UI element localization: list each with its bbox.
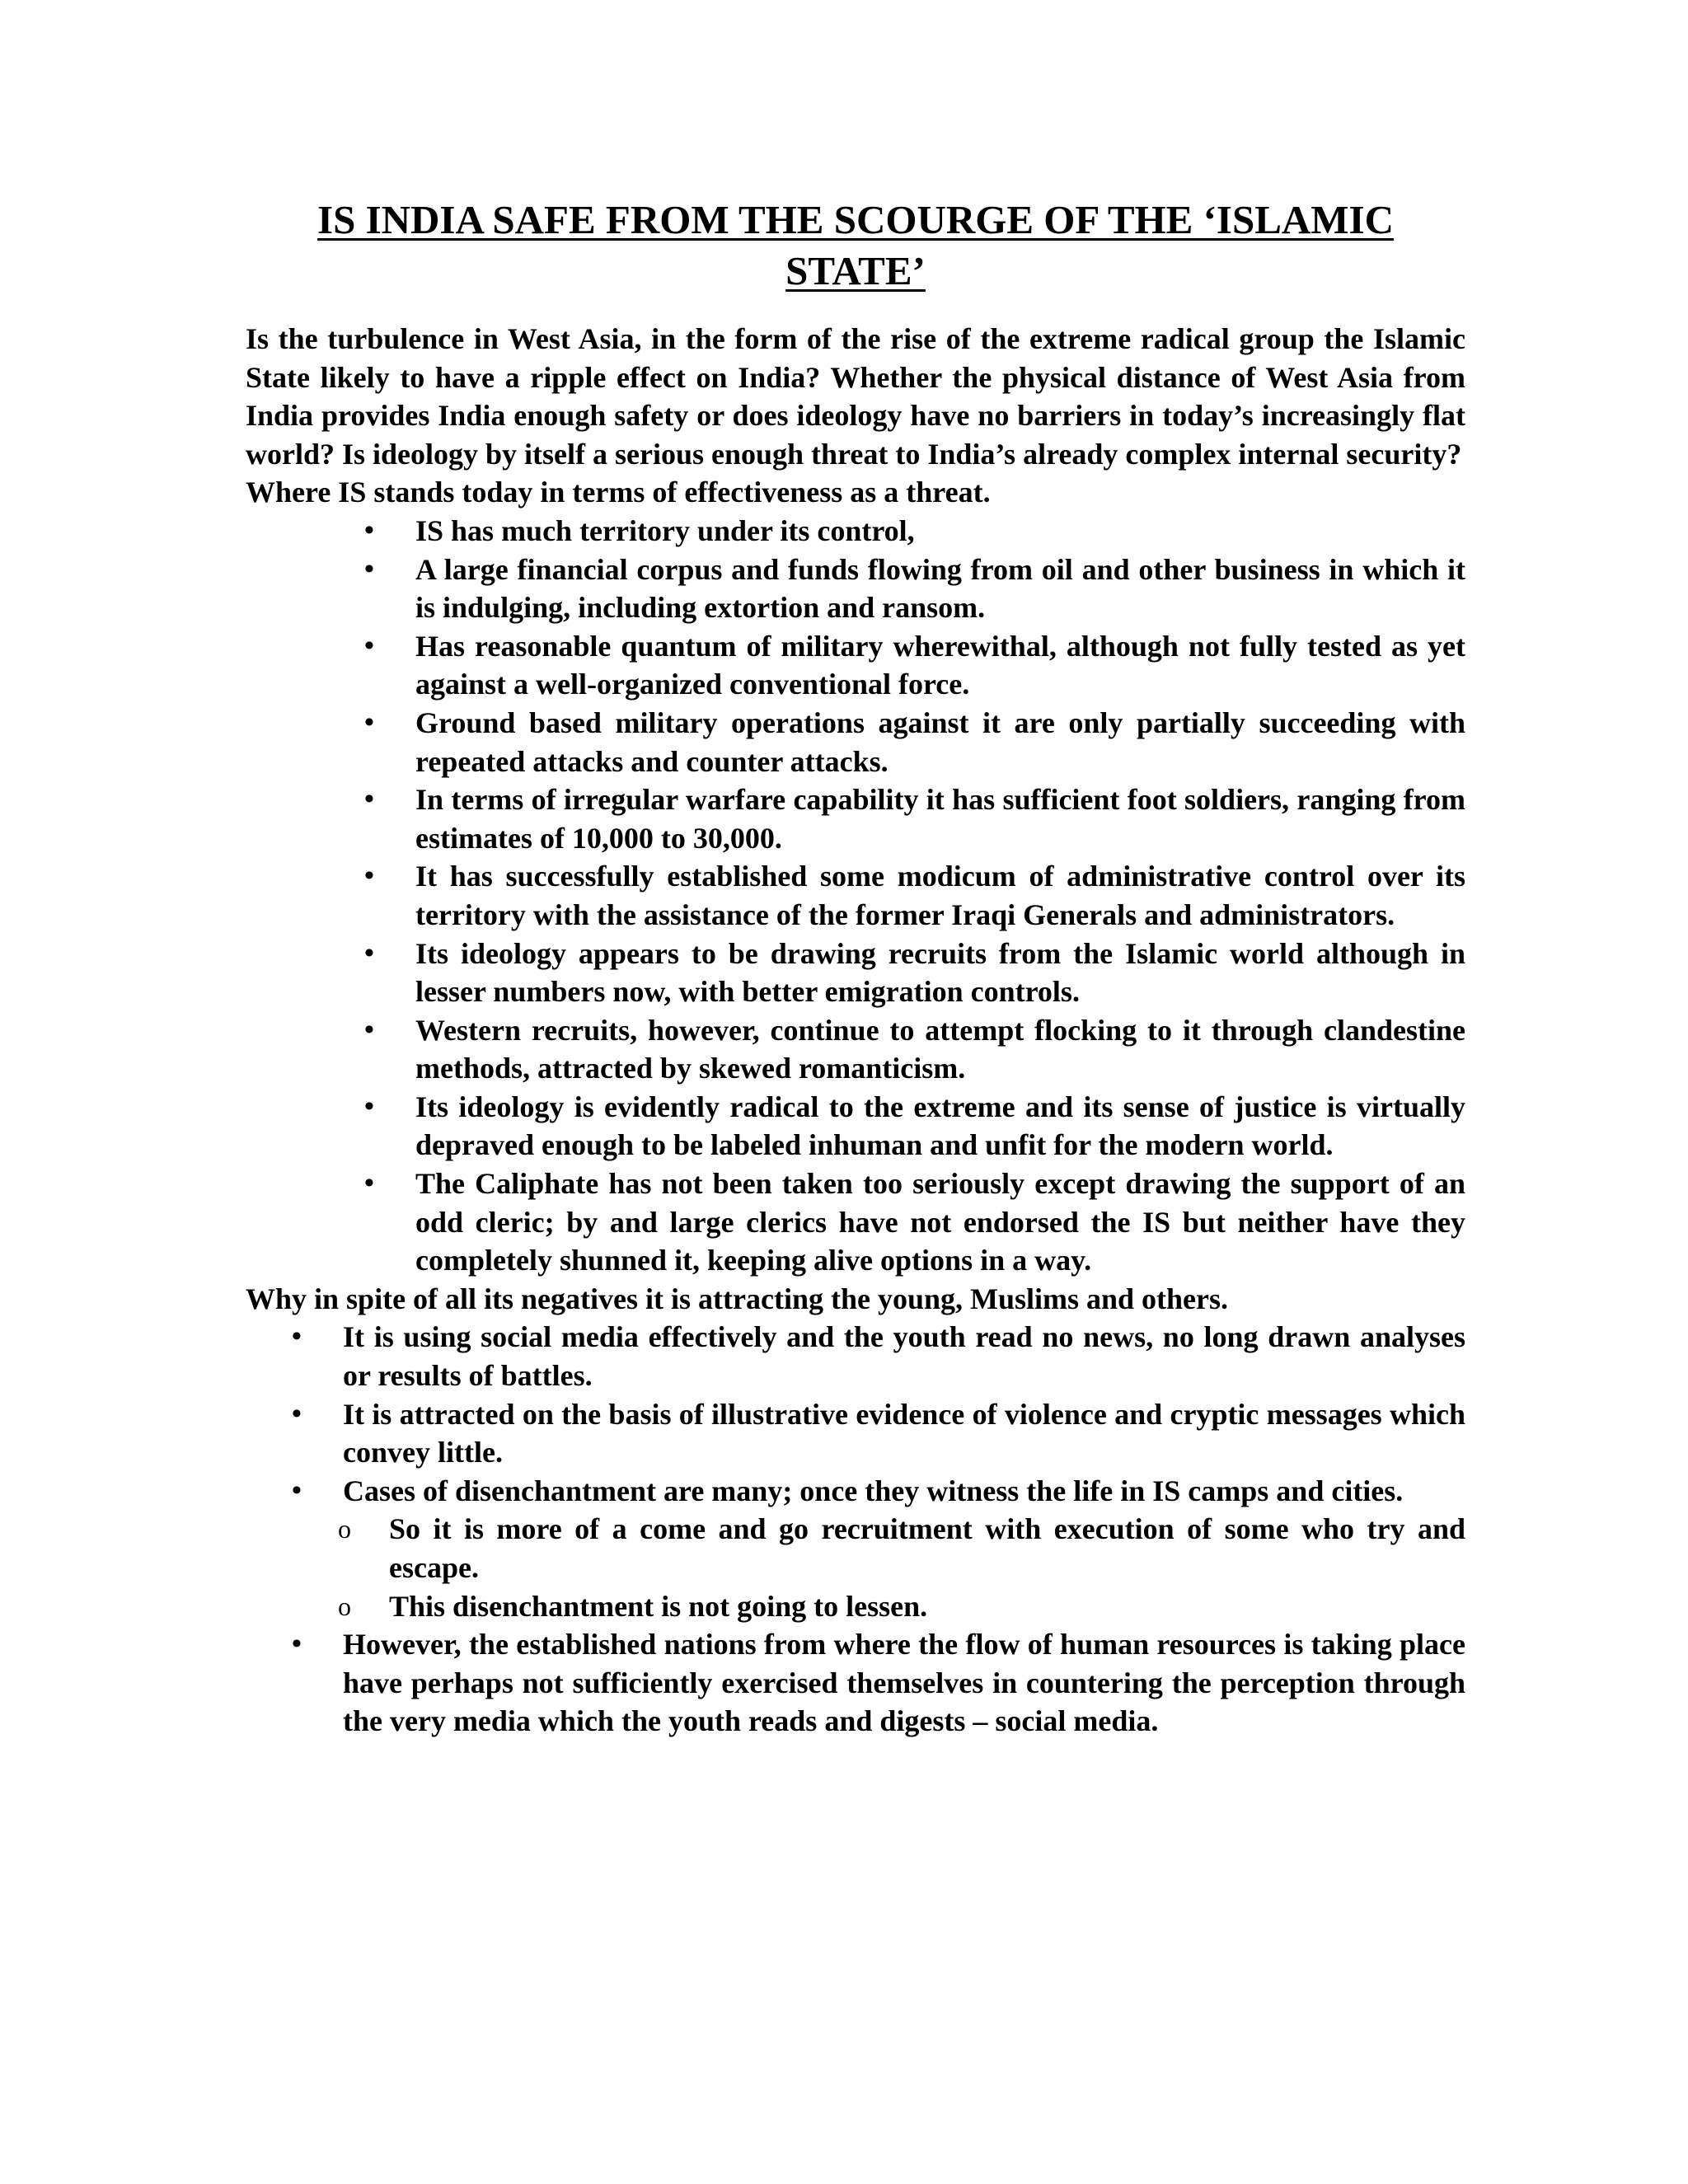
list-item <box>246 1472 1465 1625</box>
list-item: • Has reasonable quantum of military wherewithal, although not fully tested as yet against a well-organized conventional force. <box>246 627 1465 704</box>
sub-list-item: o This disenchantment is not going to lessen. <box>316 1587 1465 1626</box>
list-item: • The Caliphate has not been taken too seriously except drawing the support of an odd cleric; by and large clerics have not endorsed the IS but neither have they completely shunned it, keeping alive options in a way. <box>246 1165 1465 1280</box>
list-item: • Its ideology is evidently radical to the extreme and its sense of justice is virtually depraved enough to be labeled inhuman and unfit for the modern world. <box>246 1088 1465 1165</box>
list-item: • It has successfully established some modicum of administrative control over its territory with the assistance of the former Iraqi Generals and administrators. <box>246 857 1465 934</box>
list-item: • However, the established nations from where the flow of human resources is taking place have perhaps not sufficiently exercised themselves in countering the perception through the very media which the youth reads and digests – social media. <box>246 1625 1465 1741</box>
list-item: • Western recruits, however, continue to attempt flocking to it through clandestine methods, attracted by skewed romanticism. <box>246 1011 1465 1088</box>
threat-list <box>246 512 1465 1280</box>
attraction-list <box>246 1318 1465 1741</box>
list-item: • Its ideology appears to be drawing recruits from the Islamic world although in lesser numbers now, with better emigration controls. <box>246 935 1465 1011</box>
document-body <box>246 320 1465 1741</box>
list-item: • IS has much territory under its control, <box>246 512 1465 551</box>
section-heading-attraction: Why in spite of all its negatives it is attracting the young, Muslims and others. <box>246 1282 1229 1315</box>
list-item: • In terms of irregular warfare capability it has sufficient foot soldiers, ranging from estimates of 10,000 to 30,000. <box>246 780 1465 857</box>
list-item: • A large financial corpus and funds flowing from oil and other business in which it is indulging, including extortion and ransom. <box>246 551 1465 627</box>
section-heading-threat: Where IS stands today in terms of effectiveness as a threat. <box>246 476 991 509</box>
document-title: IS INDIA SAFE FROM THE SCOURGE OF THE ‘ISLAMIC STATE’ <box>317 197 1394 293</box>
list-item-text: Cases of disenchantment are many; once they witness the life in IS camps and cities. <box>343 1474 1404 1507</box>
list-item: • Ground based military operations against it are only partially succeeding with repeated attacks and counter attacks. <box>246 704 1465 780</box>
intro-paragraph: Is the turbulence in West Asia, in the form of the rise of the extreme radical group the Islamic State likely to have a ripple effect on India? Whether the physical distance of West Asia from India provides India enough safety or does ideology have no barriers in today’s increasingly flat world? Is ideology by itself a serious enough threat to India’s already complex internal security? <box>246 322 1465 471</box>
list-item: • It is attracted on the basis of illustrative evidence of violence and cryptic messages which convey little. <box>246 1395 1465 1472</box>
sub-list <box>343 1510 1465 1625</box>
sub-list-item: o So it is more of a come and go recruitment with execution of some who try and escape. <box>316 1510 1465 1586</box>
list-item: • It is using social media effectively and the youth read no news, no long drawn analyses or results of battles. <box>246 1318 1465 1394</box>
